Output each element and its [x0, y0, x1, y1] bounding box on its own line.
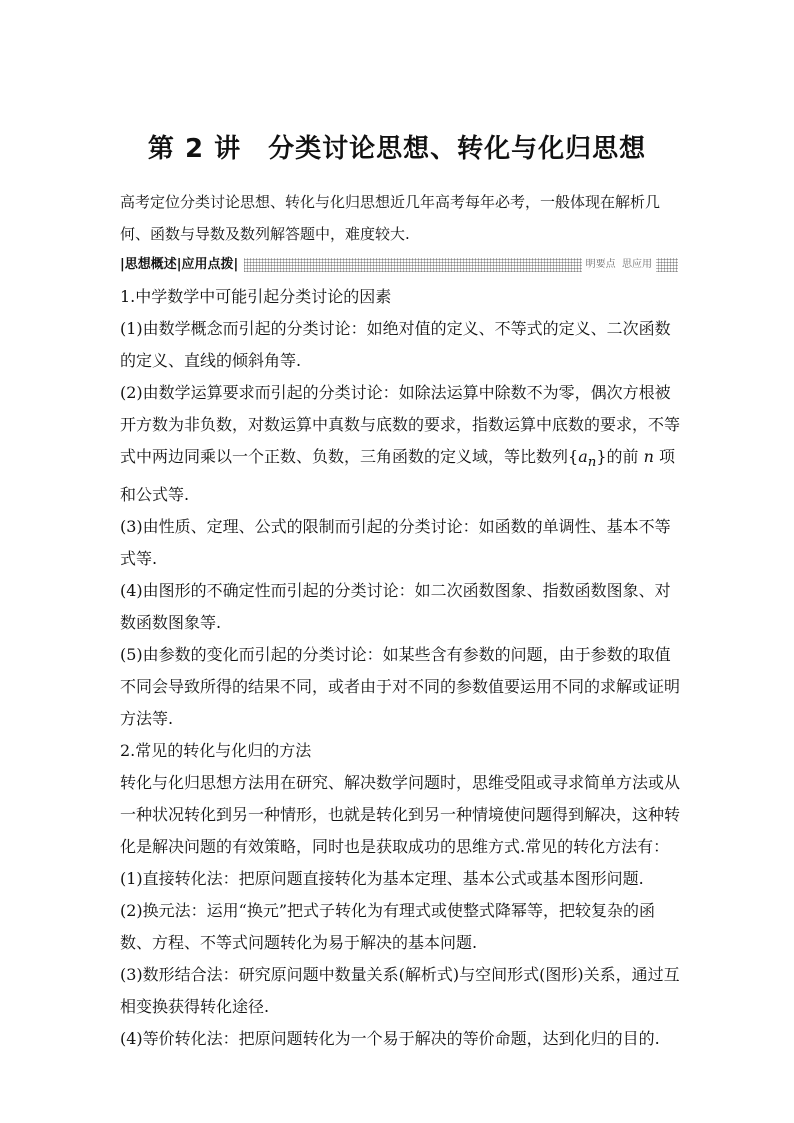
paragraph-2-mid: }的前 [596, 447, 644, 466]
seq-symbol: a [578, 447, 588, 466]
paragraph-7: (1)直接转化法：把原问题直接转化为基本定理、基本公式或基本图形问题. [120, 869, 644, 889]
intro-text: 分类讨论思想、转化与化归思想近几年高考每年必考，一般体现在解析几何、函数与导数及数列解答题中，难度较大. [120, 193, 661, 243]
paragraph-9: (3)数形结合法：研究原问题中数量关系(解析式)与空间形式(图形)关系，通过互相变换获得转化途径. [120, 965, 680, 1017]
heading-1: 1.中学数学中可能引起分类讨论的因素 [120, 287, 392, 306]
paragraph-10: (4)等价转化法：把原问题转化为一个易于解决的等价命题，达到化归的目的. [120, 1029, 660, 1049]
page-title: 第 2 讲 分类讨论思想、转化与化归思想 [147, 134, 647, 164]
banner-tag: |思想概述|应用点拨| [118, 256, 244, 274]
paragraph-6: 转化与化归思想方法用在研究、解决数学问题时，思维受阻或寻求简单方法或从一种状况转化到另一种情形，也就是转化到另一种情境使问题得到解决，这种转化是解决问题的有效策略，同时也是获取成功的思维方式.常见的转化方法有： [120, 773, 681, 857]
paragraph-2-tail: 项和公式等. [120, 447, 676, 505]
n-symbol: n [643, 447, 654, 466]
seq-subscript: n [587, 455, 597, 471]
paragraph-5: (5)由参数的变化而引起的分类讨论：如某些含有参数的问题，由于参数的取值不同会导致所得的结果不同，或者由于对不同的参数值要运用不同的求解或证明方法等. [120, 645, 681, 729]
paragraph-2-text: (2)由数学运算要求而引起的分类讨论：如除法运算中除数不为零，偶次方根被开方数为非负数，对数运算中真数与底数的要求，指数运算中底数的要求，不等式中两边同乘以一个正数、负数，三角函数的定义域，等比数列{ [120, 383, 681, 466]
paragraph-3: (3)由性质、定理、公式的限制而引起的分类讨论：如函数的单调性、基本不等式等. [120, 517, 671, 569]
intro-block [120, 186, 680, 250]
heading-2: 2.常见的转化与化归的方法 [120, 741, 312, 761]
section-banner [118, 258, 678, 272]
paragraph-4: (4)由图形的不确定性而引起的分类讨论：如二次函数图象、指数函数图象、对数函数图象等. [120, 581, 671, 633]
intro-label: 高考定位 [120, 193, 181, 211]
banner-right-label: 明要点 思应用 [582, 256, 656, 274]
paragraph-2 [120, 377, 680, 511]
paragraph-1: (1)由数学概念而引起的分类讨论：如绝对值的定义、不等式的定义、二次函数的定义、直线的倾斜角等. [120, 319, 671, 370]
paragraph-8: (2)换元法：运用“换元”把式子转化为有理式或使整式降幂等，把较复杂的函数、方程、不等式问题转化为易于解决的基本问题. [120, 901, 656, 953]
body-text [120, 281, 680, 1055]
